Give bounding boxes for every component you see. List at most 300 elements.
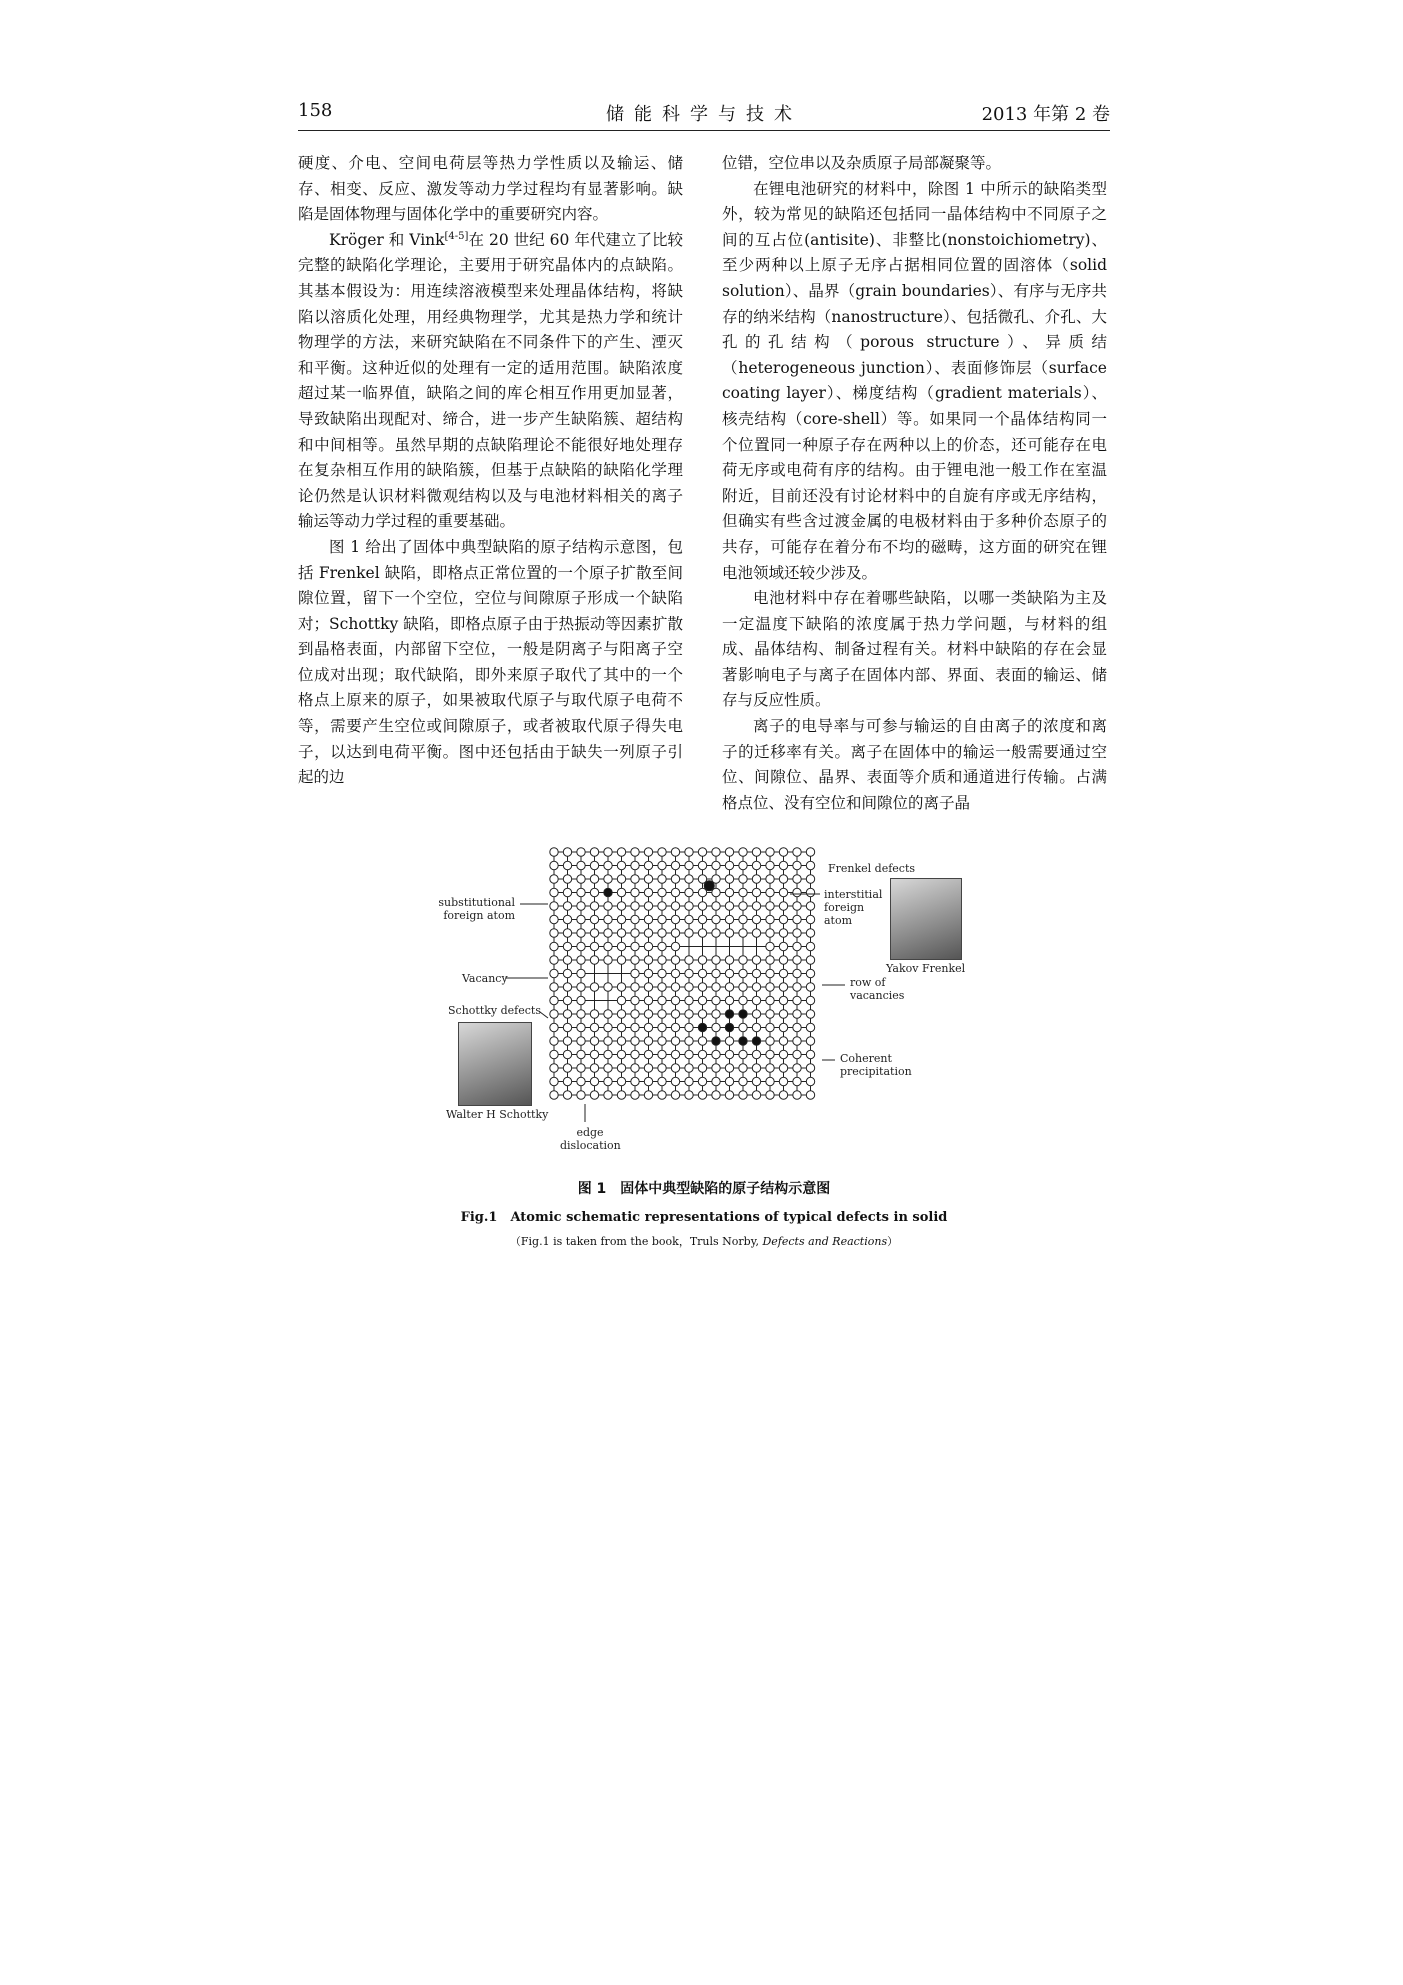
lattice-atom bbox=[725, 902, 733, 910]
lattice-atom bbox=[604, 902, 612, 910]
lattice-atom bbox=[793, 956, 801, 964]
lattice-atom bbox=[766, 996, 774, 1004]
lattice-atom bbox=[590, 1091, 598, 1099]
lattice-atom bbox=[550, 902, 558, 910]
lattice-atom bbox=[712, 861, 720, 869]
lattice-atom bbox=[671, 929, 679, 937]
lattice-atom bbox=[685, 969, 693, 977]
lattice-atom bbox=[590, 1037, 598, 1045]
lattice-atom bbox=[644, 1010, 652, 1018]
lattice-atom bbox=[779, 1064, 787, 1072]
lattice-atom bbox=[766, 861, 774, 869]
lattice-atom bbox=[712, 1064, 720, 1072]
lattice-atom bbox=[577, 1064, 585, 1072]
lattice-atom bbox=[644, 1077, 652, 1085]
lattice-atom bbox=[725, 983, 733, 991]
figure-source-note bbox=[298, 1233, 1110, 1249]
lattice-atom bbox=[550, 996, 558, 1004]
lattice-atom bbox=[685, 888, 693, 896]
lattice-atom bbox=[739, 956, 747, 964]
lattice-atom bbox=[563, 875, 571, 883]
lattice-atom bbox=[806, 1091, 814, 1099]
lattice-atom bbox=[793, 1091, 801, 1099]
lattice-atom bbox=[563, 996, 571, 1004]
lattice-atom bbox=[739, 969, 747, 977]
lattice-atom bbox=[658, 875, 666, 883]
lattice-atom bbox=[631, 929, 639, 937]
lattice-atom bbox=[712, 1077, 720, 1085]
lattice-atom bbox=[590, 1023, 598, 1031]
lattice-atom bbox=[550, 1010, 558, 1018]
lattice-atom bbox=[658, 983, 666, 991]
lattice-atom bbox=[752, 902, 760, 910]
lattice-atom bbox=[793, 1023, 801, 1031]
lattice-atom bbox=[779, 983, 787, 991]
lattice-atom bbox=[712, 902, 720, 910]
lattice-atom bbox=[739, 888, 747, 896]
lattice-atom bbox=[671, 875, 679, 883]
lattice-atom bbox=[604, 1077, 612, 1085]
label-schottky: Schottky defects bbox=[448, 1004, 541, 1017]
lattice-atom bbox=[766, 1050, 774, 1058]
lattice-atom bbox=[631, 1037, 639, 1045]
lattice-atom bbox=[577, 848, 585, 856]
lattice-atom bbox=[577, 929, 585, 937]
lattice-atom bbox=[779, 1050, 787, 1058]
lattice-atom bbox=[793, 1037, 801, 1045]
lattice-atom bbox=[644, 1023, 652, 1031]
lattice-atom bbox=[671, 888, 679, 896]
lattice-atom bbox=[550, 875, 558, 883]
lattice-atom bbox=[698, 969, 706, 977]
lattice-atom bbox=[806, 861, 814, 869]
lattice-atom bbox=[671, 1023, 679, 1031]
lattice-atom bbox=[739, 902, 747, 910]
lattice-atom bbox=[550, 1023, 558, 1031]
lattice-atom bbox=[752, 996, 760, 1004]
volume-info: 2013 年第 2 卷 bbox=[981, 104, 1110, 125]
lattice-atom bbox=[644, 915, 652, 923]
lattice-atom bbox=[712, 996, 720, 1004]
lattice-atom bbox=[644, 848, 652, 856]
lattice-atom bbox=[644, 996, 652, 1004]
lattice-atom bbox=[739, 1050, 747, 1058]
lattice-atom bbox=[685, 1010, 693, 1018]
lattice-atom bbox=[590, 902, 598, 910]
lattice-atom bbox=[698, 1023, 706, 1031]
lattice-atom bbox=[644, 969, 652, 977]
lattice-atom bbox=[631, 969, 639, 977]
lattice-atom bbox=[793, 888, 801, 896]
lattice-atom bbox=[590, 929, 598, 937]
lattice-atom bbox=[631, 996, 639, 1004]
lattice-atom bbox=[604, 942, 612, 950]
lattice-atom bbox=[766, 915, 774, 923]
label-substitutional: substitutional foreign atom bbox=[438, 896, 515, 922]
lattice-atom bbox=[725, 861, 733, 869]
lattice-atom bbox=[671, 996, 679, 1004]
lattice-atom bbox=[577, 915, 585, 923]
lattice-atom bbox=[766, 902, 774, 910]
lattice-atom bbox=[779, 902, 787, 910]
label-row-vacancies: row of vacancies bbox=[850, 976, 905, 1002]
lattice-atom bbox=[793, 902, 801, 910]
lattice-atom bbox=[577, 983, 585, 991]
lattice-atom bbox=[590, 861, 598, 869]
paragraph: 硬度、介电、空间电荷层等热力学性质以及输运、储存、相变、反应、激发等动力学过程均有显著影响。缺陷是固体物理与固体化学中的重要研究内容。 bbox=[298, 154, 683, 224]
lattice-atom bbox=[631, 915, 639, 923]
lattice-atom bbox=[604, 956, 612, 964]
lattice-atom bbox=[631, 956, 639, 964]
lattice-atom bbox=[766, 1037, 774, 1045]
lattice-atom bbox=[644, 942, 652, 950]
lattice-atom bbox=[644, 875, 652, 883]
lattice-atom bbox=[658, 861, 666, 869]
lattice-atom bbox=[712, 929, 720, 937]
lattice-atom bbox=[725, 888, 733, 896]
lattice-atom bbox=[631, 848, 639, 856]
lattice-atom bbox=[644, 983, 652, 991]
lattice-atom bbox=[577, 1091, 585, 1099]
lattice-atom bbox=[577, 1037, 585, 1045]
lattice-atom bbox=[617, 861, 625, 869]
lattice-atom bbox=[766, 956, 774, 964]
lattice-atom bbox=[779, 861, 787, 869]
paragraph: 在锂电池研究的材料中，除图 1 中所示的缺陷类型外，较为常见的缺陷还包括同一晶体结构中不同原子之间的互占位(antisite)、非整比(nonstoichiometry)、至少两种以上原子无序占据相同位置的固溶体（solid solution）、晶界（grain boundaries）、有序与无序共存的纳米结构（nanostructure）、包括微孔、介孔、大孔的孔结构（porous structure）、异质结（heterogeneous junction）、表面修饰层（surface coating layer）、梯度结构（gradient materials）、核壳结构（core-shell）等。如果同一个晶体结构同一个位置同一种原子存在两种以上的价态，还可能存在电荷无序或电荷有序的结构。由于锂电池一般工作在室温附近，目前还没有讨论材料中的自旋有序或无序结构，但确实有些含过渡金属的电极材料由于多种价态原子的共存，可能存在着分布不均的磁畴，这方面的研究在锂电池领域还较少涉及。 bbox=[722, 179, 1107, 582]
lattice-atom bbox=[550, 848, 558, 856]
lattice-atom bbox=[563, 942, 571, 950]
paragraph: 离子的电导率与可参与输运的自由离子的浓度和离子的迁移率有关。离子在固体中的输运一般需要通过空位、间隙位、晶界、表面等介质和通道进行传输。占满格点位、没有空位和间隙位的离子晶 bbox=[722, 717, 1107, 812]
lattice-atom bbox=[658, 929, 666, 937]
lattice-atom bbox=[563, 888, 571, 896]
lattice-atom bbox=[658, 915, 666, 923]
lattice-atom bbox=[671, 1064, 679, 1072]
lattice-atom bbox=[698, 983, 706, 991]
lattice-atom bbox=[725, 929, 733, 937]
lattice-atom bbox=[671, 1010, 679, 1018]
lattice-atom bbox=[550, 983, 558, 991]
lattice-atom bbox=[617, 915, 625, 923]
lattice-atom bbox=[644, 956, 652, 964]
lattice-atom bbox=[793, 848, 801, 856]
lattice-atom bbox=[793, 875, 801, 883]
lattice-atom bbox=[779, 888, 787, 896]
lattice-atom bbox=[590, 875, 598, 883]
lattice-atom bbox=[779, 929, 787, 937]
lattice-atom bbox=[739, 848, 747, 856]
lattice-atom bbox=[631, 902, 639, 910]
lattice-atom bbox=[698, 929, 706, 937]
lattice-atom bbox=[806, 1010, 814, 1018]
lattice-atom bbox=[563, 1023, 571, 1031]
right-column bbox=[722, 151, 1107, 816]
lattice-atom bbox=[793, 861, 801, 869]
lattice-atom bbox=[685, 1064, 693, 1072]
lattice-atom bbox=[766, 848, 774, 856]
note-prefix: （Fig.1 is taken from the book，Truls Norby, bbox=[509, 1235, 763, 1248]
lattice-atom bbox=[806, 1037, 814, 1045]
lattice-atom bbox=[779, 996, 787, 1004]
lattice-atom bbox=[739, 1091, 747, 1099]
lattice-atom bbox=[793, 983, 801, 991]
lattice-atom bbox=[779, 942, 787, 950]
lattice-atom bbox=[577, 969, 585, 977]
lattice-atom bbox=[577, 1023, 585, 1031]
lattice-atom bbox=[698, 1037, 706, 1045]
page-number: 158 bbox=[298, 100, 333, 121]
lattice-atom bbox=[685, 902, 693, 910]
lattice-atom bbox=[806, 915, 814, 923]
lattice-atom bbox=[604, 1050, 612, 1058]
lattice-atom bbox=[712, 956, 720, 964]
lattice-atom bbox=[671, 983, 679, 991]
lattice-atom bbox=[685, 1091, 693, 1099]
lattice-atom bbox=[779, 969, 787, 977]
lattice-atom bbox=[793, 942, 801, 950]
lattice-atom bbox=[617, 1050, 625, 1058]
lattice-atom bbox=[658, 1050, 666, 1058]
lattice-atom bbox=[725, 848, 733, 856]
lattice-atom bbox=[752, 969, 760, 977]
lattice-atom bbox=[671, 1091, 679, 1099]
lattice-atom bbox=[725, 1064, 733, 1072]
lattice-atom bbox=[806, 969, 814, 977]
lattice-atom bbox=[617, 929, 625, 937]
lattice-atom bbox=[685, 875, 693, 883]
lattice-atom bbox=[563, 1037, 571, 1045]
lattice-atom bbox=[752, 956, 760, 964]
lattice-atom bbox=[793, 1077, 801, 1085]
lattice-atom bbox=[604, 915, 612, 923]
lattice-atom bbox=[739, 983, 747, 991]
lattice-atom bbox=[550, 1064, 558, 1072]
lattice-atom bbox=[604, 983, 612, 991]
lattice-atom bbox=[550, 956, 558, 964]
lattice-atom bbox=[806, 929, 814, 937]
lattice-atom bbox=[685, 1023, 693, 1031]
lattice-atom bbox=[550, 1050, 558, 1058]
lattice-atom bbox=[617, 875, 625, 883]
lattice-atom bbox=[550, 929, 558, 937]
lattice-atom bbox=[590, 942, 598, 950]
lattice-atom bbox=[698, 848, 706, 856]
lattice-atom bbox=[712, 1010, 720, 1018]
interstitial-atom bbox=[704, 881, 714, 891]
lattice-atom bbox=[806, 888, 814, 896]
paragraph-text: 在 20 世纪 60 年代建立了比较完整的缺陷化学理论，主要用于研究晶体内的点缺陷。其基本假设为：用连续溶液模型来处理晶体结构，将缺陷以溶质化处理，用经典物理学，尤其是热力学和统计物理学的方法，来研究缺陷在不同条件下的产生、湮灭和平衡。这种近似的处理有一定的适用范围。缺陷浓度超过某一临界值，缺陷之间的库仑相互作用更加显著，导致缺陷出现配对、缔合，进一步产生缺陷簇、超结构和中间相等。虽然早期的点缺陷理论不能很好地处理存在复杂相互作用的缺陷簇，但基于点缺陷的缺陷化学理论仍然是认识材料微观结构以及与电池材料相关的离子输运等动力学过程的重要基础。 bbox=[298, 230, 684, 531]
lattice-atom bbox=[712, 983, 720, 991]
paragraph: 位错，空位串以及杂质原子局部凝聚等。 bbox=[722, 154, 1002, 172]
lattice-atom bbox=[698, 1064, 706, 1072]
lattice-atom bbox=[698, 1077, 706, 1085]
lattice-atom bbox=[577, 861, 585, 869]
photo-yakov-frenkel bbox=[890, 878, 962, 960]
lattice-atom bbox=[577, 942, 585, 950]
lattice-atom bbox=[631, 888, 639, 896]
lattice-atom bbox=[806, 848, 814, 856]
lattice-atom bbox=[725, 1050, 733, 1058]
lattice-atom bbox=[752, 1091, 760, 1099]
lattice-atom bbox=[617, 983, 625, 991]
lattice-atom bbox=[617, 1064, 625, 1072]
lattice-atom bbox=[577, 996, 585, 1004]
lattice-atom bbox=[671, 942, 679, 950]
lattice-atom bbox=[550, 1091, 558, 1099]
lattice-atom bbox=[658, 848, 666, 856]
lattice-atom bbox=[739, 1010, 747, 1018]
lattice-atom bbox=[725, 875, 733, 883]
lattice-atom bbox=[752, 983, 760, 991]
lattice-atom bbox=[658, 1064, 666, 1072]
figure-caption-english: Fig.1 Atomic schematic representations of typical defects in solid bbox=[460, 1210, 948, 1225]
lattice-atom bbox=[752, 848, 760, 856]
lattice-atom bbox=[577, 888, 585, 896]
lattice-atom bbox=[563, 983, 571, 991]
lattice-atom bbox=[685, 915, 693, 923]
lattice-atom bbox=[779, 1091, 787, 1099]
lattice-atom bbox=[563, 848, 571, 856]
lattice-atom bbox=[766, 969, 774, 977]
lattice-atom bbox=[793, 1064, 801, 1072]
lattice-atom bbox=[766, 1077, 774, 1085]
lattice-atom bbox=[617, 996, 625, 1004]
lattice-atom bbox=[550, 861, 558, 869]
label-edge: edge dislocation bbox=[560, 1126, 621, 1152]
lattice-atom bbox=[631, 1023, 639, 1031]
lattice-atom bbox=[671, 956, 679, 964]
figure-caption-chinese: 图 1 固体中典型缺陷的原子结构示意图 bbox=[577, 1181, 831, 1197]
lattice-atom bbox=[550, 915, 558, 923]
lattice-atom bbox=[806, 956, 814, 964]
label-frenkel: Frenkel defects bbox=[828, 862, 916, 875]
lattice-atom bbox=[779, 1023, 787, 1031]
lattice-atom bbox=[793, 929, 801, 937]
page-header bbox=[298, 96, 1110, 131]
lattice-atom bbox=[806, 1023, 814, 1031]
label-walter: Walter H Schottky bbox=[446, 1108, 549, 1121]
lattice-atom bbox=[563, 1050, 571, 1058]
lattice-atom bbox=[577, 1050, 585, 1058]
book-title: Defects and Reactions bbox=[762, 1235, 888, 1248]
lattice-atom bbox=[563, 1010, 571, 1018]
lattice-atom bbox=[658, 956, 666, 964]
lattice-atom bbox=[739, 915, 747, 923]
lattice-atom bbox=[793, 969, 801, 977]
lattice-atom bbox=[793, 915, 801, 923]
lattice-atom bbox=[563, 1091, 571, 1099]
lattice-atom bbox=[685, 996, 693, 1004]
lattice-atom bbox=[644, 1037, 652, 1045]
lattice-atom bbox=[739, 996, 747, 1004]
lattice-atom bbox=[590, 1077, 598, 1085]
lattice-atom bbox=[806, 1064, 814, 1072]
lattice-atom bbox=[752, 1010, 760, 1018]
lattice-atom bbox=[563, 1064, 571, 1072]
lattice-atom bbox=[712, 1037, 720, 1045]
lattice-atom bbox=[712, 1050, 720, 1058]
lattice-atom bbox=[604, 1064, 612, 1072]
label-yakov: Yakov Frenkel bbox=[886, 962, 966, 975]
paragraph bbox=[298, 228, 683, 535]
lattice-atom bbox=[671, 848, 679, 856]
lattice-atom bbox=[766, 888, 774, 896]
lattice-atom bbox=[550, 942, 558, 950]
lattice-atom bbox=[604, 929, 612, 937]
lattice-atom bbox=[725, 956, 733, 964]
lattice-atom bbox=[658, 1077, 666, 1085]
lattice-atom bbox=[752, 1037, 760, 1045]
lattice-atom bbox=[739, 875, 747, 883]
lattice-atom bbox=[671, 902, 679, 910]
lattice-atom bbox=[577, 1010, 585, 1018]
lattice-atom bbox=[766, 1064, 774, 1072]
lattice-atom bbox=[725, 969, 733, 977]
lattice-atom bbox=[685, 1037, 693, 1045]
journal-title: 储能科学与技术 bbox=[606, 104, 802, 125]
label-interstitial: interstitial foreign atom bbox=[824, 888, 883, 927]
lattice-atom bbox=[806, 875, 814, 883]
lattice-atom bbox=[752, 875, 760, 883]
lattice-atom bbox=[658, 1023, 666, 1031]
lattice-atom bbox=[658, 1010, 666, 1018]
lattice-atom bbox=[685, 929, 693, 937]
lattice-atom bbox=[658, 902, 666, 910]
lattice-atom bbox=[698, 902, 706, 910]
lattice-atom bbox=[631, 875, 639, 883]
lattice-atom bbox=[563, 861, 571, 869]
lattice-atom bbox=[671, 1037, 679, 1045]
lattice-atom bbox=[617, 1077, 625, 1085]
note-suffix: ） bbox=[887, 1235, 899, 1248]
lattice-atom bbox=[712, 915, 720, 923]
lattice-atom bbox=[739, 861, 747, 869]
lattice-atom bbox=[752, 1050, 760, 1058]
paragraph: 图 1 给出了固体中典型缺陷的原子结构示意图，包括 Frenkel 缺陷，即格点正常位置的一个原子扩散至间隙位置，留下一个空位，空位与间隙原子形成一个缺陷对；Schottky 缺陷，即格点原子由于热振动等因素扩散到晶格表面，内部留下空位，一般是阴离子与阳离子空位成对出现；取代缺陷，即外来原子取代了其中的一个格点上原来的原子，如果被取代原子与取代原子电荷不等，需要产生空位或间隙原子，或者被取代原子得失电子，以达到电荷平衡。图中还包括由于缺失一列原子引起的边 bbox=[298, 537, 683, 787]
lattice-atom bbox=[590, 915, 598, 923]
lattice-atom bbox=[779, 1010, 787, 1018]
lattice-atom bbox=[793, 1050, 801, 1058]
lattice-atom bbox=[685, 956, 693, 964]
lattice-atom bbox=[766, 1010, 774, 1018]
lattice-atom bbox=[644, 1050, 652, 1058]
lattice-atom bbox=[766, 942, 774, 950]
lattice-atom bbox=[779, 875, 787, 883]
author-names: Kröger 和 Vink bbox=[329, 230, 445, 249]
lattice-atom bbox=[766, 1023, 774, 1031]
lattice-atom bbox=[725, 1091, 733, 1099]
lattice-atom bbox=[658, 888, 666, 896]
lattice-atom bbox=[631, 1091, 639, 1099]
lattice-atom bbox=[604, 875, 612, 883]
lattice-atom bbox=[779, 1077, 787, 1085]
lattice-atom bbox=[739, 1064, 747, 1072]
lattice-atom bbox=[671, 915, 679, 923]
lattice-atom bbox=[752, 915, 760, 923]
lattice-atom bbox=[793, 996, 801, 1004]
lattice-atom bbox=[779, 848, 787, 856]
lattice-atom bbox=[779, 956, 787, 964]
lattice-atom bbox=[604, 848, 612, 856]
lattice-atom bbox=[577, 875, 585, 883]
lattice-atom bbox=[779, 915, 787, 923]
lattice-atom bbox=[806, 1050, 814, 1058]
lattice-atom bbox=[631, 1050, 639, 1058]
lattice-atom bbox=[617, 1091, 625, 1099]
lattice-atom bbox=[617, 1037, 625, 1045]
lattice-atom bbox=[671, 1050, 679, 1058]
lattice-atom bbox=[590, 848, 598, 856]
lattice-atom bbox=[658, 1091, 666, 1099]
